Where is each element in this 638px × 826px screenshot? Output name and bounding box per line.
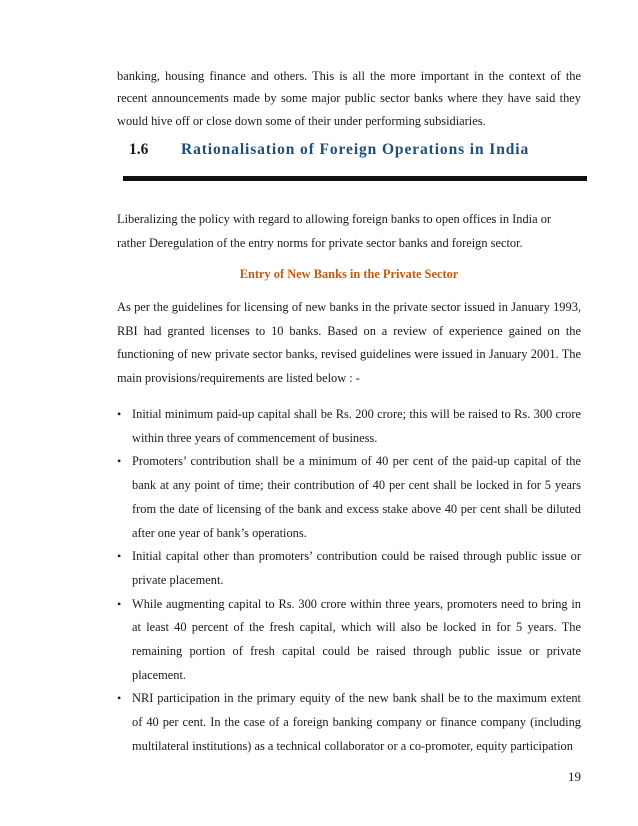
section-divider <box>123 176 587 181</box>
bullet-icon: • <box>117 596 122 611</box>
guidelines-paragraph: As per the guidelines for licensing of new banks in the private sector issued in January 1993, RBI had granted licenses to 10 banks. Based on a review of experience gained on the functioning of new private sector banks, revised guidelines were issued in January 2001. The main provisions/requirements are listed below : - <box>117 300 581 385</box>
list-item <box>117 687 581 758</box>
list-item-text: Promoters’ contribution shall be a minimum of 40 per cent of the paid-up capital of the bank at any point of time; their contribution of 40 per cent shall be locked in for 5 years from the date of licensing of the bank and excess stake above 40 per cent shall be diluted after one year of bank’s operations. <box>132 454 581 540</box>
section-number: 1.6 <box>129 141 149 158</box>
bullet-icon: • <box>117 407 122 421</box>
list-item <box>117 593 581 688</box>
section-title: Rationalisation of Foreign Operations in India <box>181 141 530 158</box>
page-number: 19 <box>568 769 581 784</box>
list-item-text: While augmenting capital to Rs. 300 crore within three years, promoters need to bring in at least 40 percent of the fresh capital, which will also be locked in for 5 years. The remaining portion of fresh capital could be raised through public issue or private placement. <box>132 596 581 682</box>
bullet-icon: • <box>117 454 122 469</box>
bullet-icon: • <box>117 691 122 706</box>
intro-paragraph: banking, housing finance and others. This is all the more important in the context of the recent announcements made by some major public sector banks where they have said they would hive off or close down some of their under performing subsidiaries. <box>117 69 581 128</box>
list-item <box>117 545 581 592</box>
provisions-list <box>117 403 581 759</box>
list-item-text: NRI participation in the primary equity of the new bank shall be to the maximum extent of 40 per cent. In the case of a foreign banking company or finance company (including multilateral institutions) as a technical collaborator or a co-promoter, equity participation <box>132 691 581 753</box>
list-item-text: Initial capital other than promoters’ contribution could be raised through public issue or private placement. <box>132 549 581 587</box>
liberalizing-paragraph: Liberalizing the policy with regard to allowing foreign banks to open offices in India or rather Deregulation of the entry norms for private sector banks and foreign sector. <box>117 212 552 250</box>
list-item <box>117 403 581 450</box>
subheading: Entry of New Banks in the Private Sector <box>239 267 459 281</box>
section-heading <box>129 141 529 159</box>
list-item <box>117 450 581 545</box>
list-item-text: Initial minimum paid-up capital shall be Rs. 200 crore; this will be raised to Rs. 300 crore within three years of commencement of business. <box>132 407 581 445</box>
bullet-icon: • <box>117 549 122 564</box>
